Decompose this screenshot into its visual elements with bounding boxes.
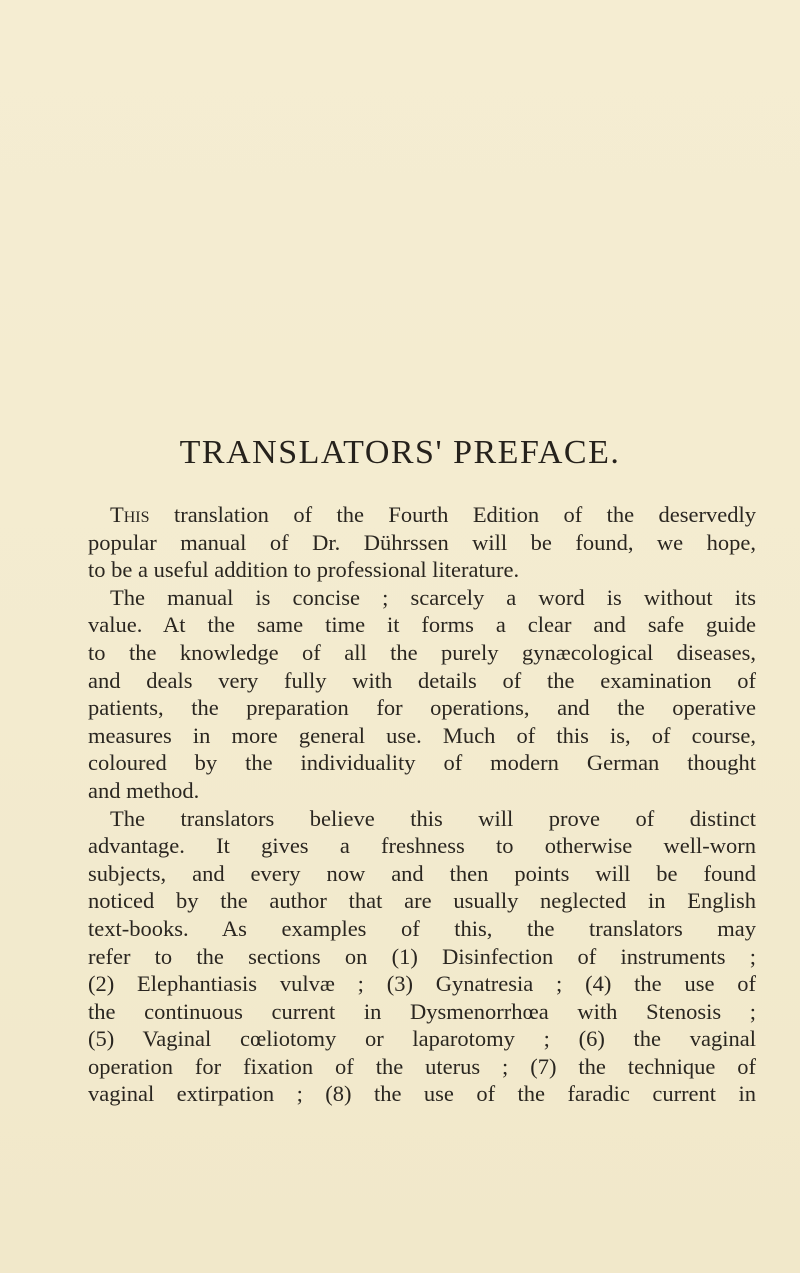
text-line: text-books. As examples of this, the translators may bbox=[88, 915, 756, 941]
text-line: and deals very fully with details of the examination of bbox=[88, 667, 756, 693]
text-line: measures in more general use. Much of this is, of course, bbox=[88, 722, 756, 748]
text-line: to the knowledge of all the purely gynæcological diseases, bbox=[88, 639, 756, 665]
drop-word: This bbox=[110, 502, 150, 527]
text-line: The manual is concise ; scarcely a word is without its bbox=[110, 584, 756, 610]
text-line: refer to the sections on (1) Disinfection of instruments ; bbox=[88, 943, 756, 969]
text-line: subjects, and every now and then points will be found bbox=[88, 860, 756, 886]
text-line: the continuous current in Dysmenorrhœa with Stenosis ; bbox=[88, 998, 756, 1024]
text-line: popular manual of Dr. Dührssen will be found, we hope, bbox=[88, 529, 756, 555]
text-line: operation for fixation of the uterus ; (7) the technique of bbox=[88, 1053, 756, 1079]
text-line: (5) Vaginal cœliotomy or laparotomy ; (6) the vaginal bbox=[88, 1026, 756, 1052]
text-line: advantage. It gives a freshness to otherwise well-worn bbox=[88, 833, 756, 859]
text-line: (2) Elephantiasis vulvæ ; (3) Gynatresia ; (4) the use of bbox=[88, 971, 756, 997]
preface-body bbox=[88, 501, 756, 1108]
text-line-content: translation of the Fourth Edition of the deservedly bbox=[149, 502, 756, 527]
text-line: The translators believe this will prove of distinct bbox=[110, 805, 756, 831]
text-line: and method. bbox=[88, 777, 200, 803]
text-line: to be a useful addition to professional literature. bbox=[88, 557, 520, 583]
text-line: vaginal extirpation ; (8) the use of the faradic current in bbox=[88, 1081, 756, 1107]
text-line: patients, the preparation for operations, and the operative bbox=[88, 695, 756, 721]
text-line: value. At the same time it forms a clear and safe guide bbox=[88, 612, 756, 638]
text-line bbox=[88, 501, 756, 529]
text-line: noticed by the author that are usually neglected in English bbox=[88, 888, 756, 914]
text-line: coloured by the individuality of modern German thought bbox=[88, 750, 756, 776]
page-title: TRANSLATORS' PREFACE. bbox=[179, 434, 621, 471]
